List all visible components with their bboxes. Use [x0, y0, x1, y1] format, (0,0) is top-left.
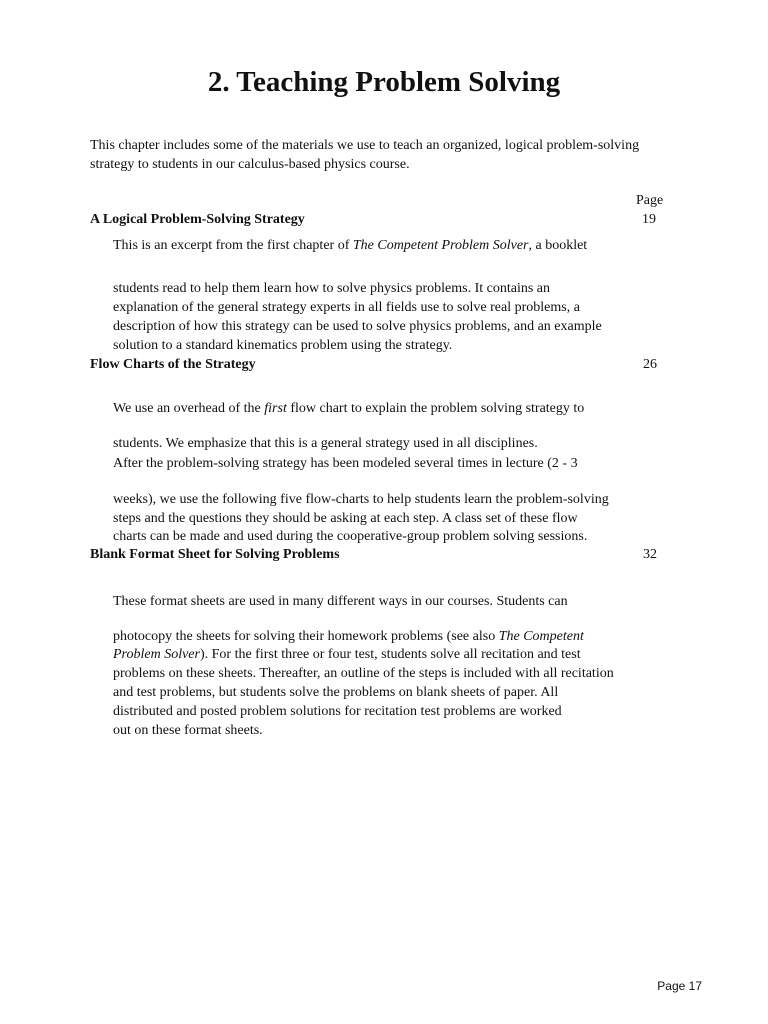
intro-line: strategy to students in our calculus-based physics course.: [90, 157, 410, 172]
paragraph-line: description of how this strategy can be used to solve physics problems, and an example: [113, 319, 602, 334]
paragraph-line: problems on these sheets. Thereafter, an outline of the steps is included with all recitation: [113, 666, 614, 681]
paragraph-line: solution to a standard kinematics problem using the strategy.: [113, 338, 453, 353]
paragraph-line: students read to help them learn how to solve physics problems. It contains an: [113, 281, 551, 296]
section-title: A Logical Problem-Solving Strategy: [90, 212, 305, 227]
footer-page-number: Page 17: [657, 979, 702, 993]
section-page-number: 19: [642, 212, 656, 227]
paragraph-line: This is an excerpt from the first chapter of The Competent Problem Solver, a booklet: [113, 238, 588, 253]
paragraph-line: out on these format sheets.: [113, 723, 263, 738]
paragraph-line: charts can be made and used during the cooperative-group problem solving sessions.: [113, 529, 588, 544]
paragraph-line: photocopy the sheets for solving their homework problems (see also The Competent: [113, 629, 584, 644]
paragraph-line: After the problem-solving strategy has been modeled several times in lecture (2 - 3: [113, 456, 578, 471]
section-page-number: 26: [643, 357, 657, 372]
paragraph-line: explanation of the general strategy experts in all fields use to solve real problems, a: [113, 300, 580, 315]
paragraph-line: and test problems, but students solve the problems on blank sheets of paper. All: [113, 685, 559, 700]
paragraph-line: steps and the questions they should be asking at each step. A class set of these flow: [113, 511, 578, 526]
section-title: Flow Charts of the Strategy: [90, 357, 256, 372]
page-title: 2. Teaching Problem Solving: [207, 66, 561, 98]
paragraph-line: students. We emphasize that this is a general strategy used in all disciplines.: [113, 436, 538, 451]
paragraph-line: distributed and posted problem solutions for recitation test problems are worked: [113, 704, 562, 719]
paragraph-line: weeks), we use the following five flow-charts to help students learn the problem-solving: [113, 492, 609, 507]
section-title: Blank Format Sheet for Solving Problems: [90, 547, 340, 562]
paragraph-line: Problem Solver). For the first three or four test, students solve all recitation and test: [113, 647, 581, 662]
paragraph-line: These format sheets are used in many different ways in our courses. Students can: [113, 594, 568, 609]
intro-line: This chapter includes some of the materials we use to teach an organized, logical problem-solving: [90, 138, 640, 153]
section-page-number: 32: [643, 547, 657, 562]
paragraph-line: We use an overhead of the first flow chart to explain the problem solving strategy to: [113, 401, 585, 416]
page-column-header: Page: [636, 193, 664, 208]
